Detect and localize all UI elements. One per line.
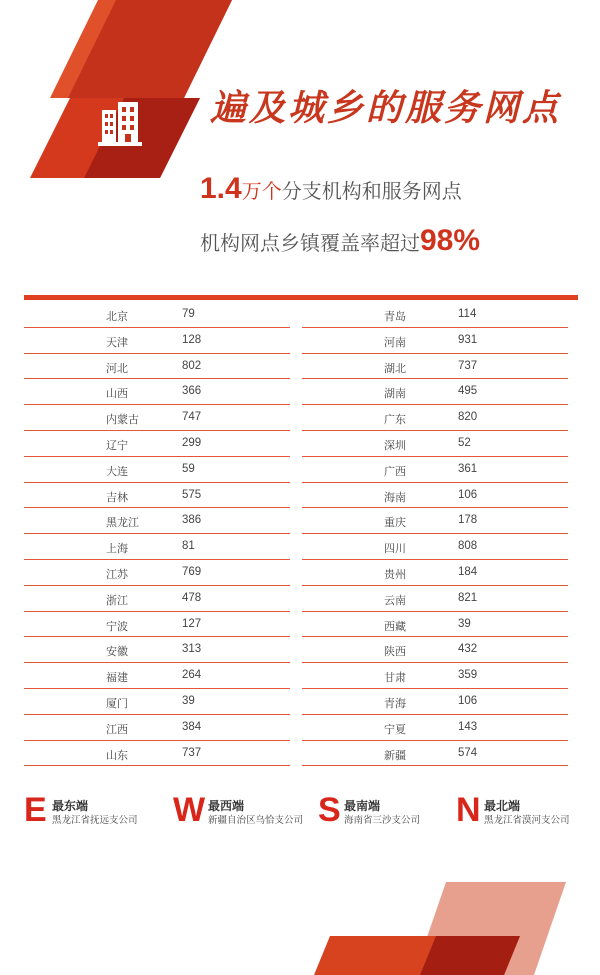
branch-count: 313 — [182, 643, 202, 656]
region-name: 宁夏 — [384, 722, 406, 736]
table-row — [24, 431, 290, 457]
branch-count: 574 — [458, 746, 478, 759]
branch-count: 495 — [458, 385, 478, 398]
extreme-north-title: 最北端 — [484, 799, 521, 813]
region-name: 山西 — [106, 387, 128, 401]
table-row — [302, 741, 568, 767]
extreme-west-letter: W — [173, 791, 206, 829]
stat-coverage — [200, 224, 480, 258]
table-row — [302, 715, 568, 741]
branch-count: 106 — [458, 488, 478, 501]
branch-count: 184 — [458, 565, 478, 578]
branch-count: 931 — [458, 333, 478, 346]
branch-count: 143 — [458, 720, 478, 733]
stat-branches — [200, 172, 462, 206]
extreme-west-branch: 新疆自治区乌恰支公司 — [208, 815, 304, 826]
table-row — [302, 663, 568, 689]
region-name: 吉林 — [106, 490, 128, 504]
table-row — [302, 354, 568, 380]
table-row — [302, 483, 568, 509]
region-name: 陕西 — [384, 645, 406, 659]
building-icon — [96, 100, 144, 148]
region-name: 厦门 — [106, 696, 128, 710]
branch-count: 769 — [182, 565, 202, 578]
extreme-north-letter: N — [456, 791, 481, 829]
table-row — [24, 483, 290, 509]
branch-count: 299 — [182, 436, 202, 449]
table-row — [24, 637, 290, 663]
branch-count: 384 — [182, 720, 202, 733]
extreme-east-title: 最东端 — [52, 799, 89, 813]
region-name: 天津 — [106, 335, 128, 349]
extreme-south-branch: 海南省三沙支公司 — [344, 815, 421, 826]
extreme-south-title: 最南端 — [344, 799, 381, 813]
branch-table-right — [302, 302, 568, 766]
table-row — [24, 689, 290, 715]
branch-count: 264 — [182, 669, 202, 682]
table-row — [24, 457, 290, 483]
table-row — [302, 534, 568, 560]
branch-count: 737 — [182, 746, 202, 759]
extreme-east-branch: 黑龙江省抚远支公司 — [52, 815, 138, 826]
table-row — [302, 457, 568, 483]
table-row — [24, 741, 290, 767]
branch-count: 386 — [182, 514, 202, 527]
bottom-band-dark — [420, 936, 520, 975]
branch-count: 747 — [182, 411, 202, 424]
region-name: 浙江 — [106, 593, 128, 607]
table-row — [302, 508, 568, 534]
branch-count: 39 — [182, 694, 195, 707]
branch-count: 79 — [182, 308, 195, 320]
region-name: 上海 — [106, 542, 128, 556]
branch-count: 39 — [458, 617, 471, 630]
region-name: 安徽 — [106, 645, 128, 659]
branch-count: 361 — [458, 462, 478, 475]
region-name: 广东 — [384, 413, 406, 427]
branch-count: 52 — [458, 436, 471, 449]
region-name: 海南 — [384, 490, 406, 504]
table-row — [302, 431, 568, 457]
branch-count: 478 — [182, 591, 202, 604]
hero-title: 遍及城乡的服务网点 — [210, 87, 562, 129]
branch-count: 128 — [182, 333, 202, 346]
extreme-east-letter: E — [24, 791, 47, 829]
table-row — [24, 405, 290, 431]
branch-count: 821 — [458, 591, 478, 604]
region-name: 宁波 — [106, 619, 128, 633]
region-name: 贵州 — [384, 567, 406, 581]
table-row — [302, 689, 568, 715]
region-name: 西藏 — [384, 619, 406, 633]
branch-count: 81 — [182, 540, 195, 553]
region-name: 新疆 — [384, 748, 406, 762]
branch-count: 820 — [458, 411, 478, 424]
branch-count: 802 — [182, 359, 202, 372]
table-row — [24, 560, 290, 586]
table-row — [24, 715, 290, 741]
region-name: 湖南 — [384, 387, 406, 401]
region-name: 四川 — [384, 542, 406, 556]
table-row — [302, 379, 568, 405]
table-row — [302, 405, 568, 431]
table-row — [302, 586, 568, 612]
table-row — [24, 534, 290, 560]
table-row — [302, 560, 568, 586]
branch-count: 808 — [458, 540, 478, 553]
table-row — [24, 328, 290, 354]
table-row — [24, 663, 290, 689]
region-name: 辽宁 — [106, 438, 128, 452]
region-name: 北京 — [106, 310, 128, 323]
region-name: 河北 — [106, 361, 128, 375]
extreme-south-letter: S — [318, 791, 341, 829]
branch-count: 127 — [182, 617, 202, 630]
branch-count: 575 — [182, 488, 202, 501]
branch-count: 59 — [182, 462, 195, 475]
table-row — [24, 354, 290, 380]
stat-branches-number: 1.4 — [200, 172, 242, 205]
branch-table-left — [24, 302, 290, 766]
branch-count: 737 — [458, 359, 478, 372]
region-name: 大连 — [106, 464, 128, 478]
region-name: 江西 — [106, 722, 128, 736]
region-name: 湖北 — [384, 361, 406, 375]
table-row — [24, 612, 290, 638]
table-row — [302, 302, 568, 328]
table-top-rule — [24, 295, 578, 300]
region-name: 山东 — [106, 748, 128, 762]
table-row — [24, 379, 290, 405]
branch-count: 366 — [182, 385, 202, 398]
stat-coverage-text: 机构网点乡镇覆盖率超过 — [200, 231, 420, 255]
branch-count: 106 — [458, 694, 478, 707]
stat-coverage-number: 98% — [420, 224, 481, 257]
region-name: 江苏 — [106, 567, 128, 581]
branch-count: 359 — [458, 669, 478, 682]
table-row — [24, 586, 290, 612]
table-row — [302, 328, 568, 354]
region-name: 内蒙古 — [106, 413, 139, 427]
extreme-north-branch: 黑龙江省漠河支公司 — [484, 815, 570, 826]
stat-branches-text: 分支机构和服务网点 — [281, 179, 462, 203]
region-name: 广西 — [384, 464, 406, 478]
region-name: 河南 — [384, 335, 406, 349]
table-row — [302, 612, 568, 638]
region-name: 青海 — [384, 696, 406, 710]
branch-count: 114 — [458, 308, 477, 320]
region-name: 福建 — [106, 671, 128, 685]
region-name: 重庆 — [384, 516, 406, 530]
region-name: 甘肃 — [384, 671, 406, 685]
extreme-west-title: 最西端 — [208, 799, 245, 813]
branch-count: 432 — [458, 643, 478, 656]
region-name: 青岛 — [384, 310, 406, 323]
branch-count: 178 — [458, 514, 478, 527]
region-name: 云南 — [384, 593, 406, 607]
region-name: 黑龙江 — [106, 516, 139, 530]
region-name: 深圳 — [384, 438, 406, 452]
table-row — [24, 302, 290, 328]
stat-branches-unit: 万个 — [241, 179, 282, 203]
table-row — [24, 508, 290, 534]
table-row — [302, 637, 568, 663]
